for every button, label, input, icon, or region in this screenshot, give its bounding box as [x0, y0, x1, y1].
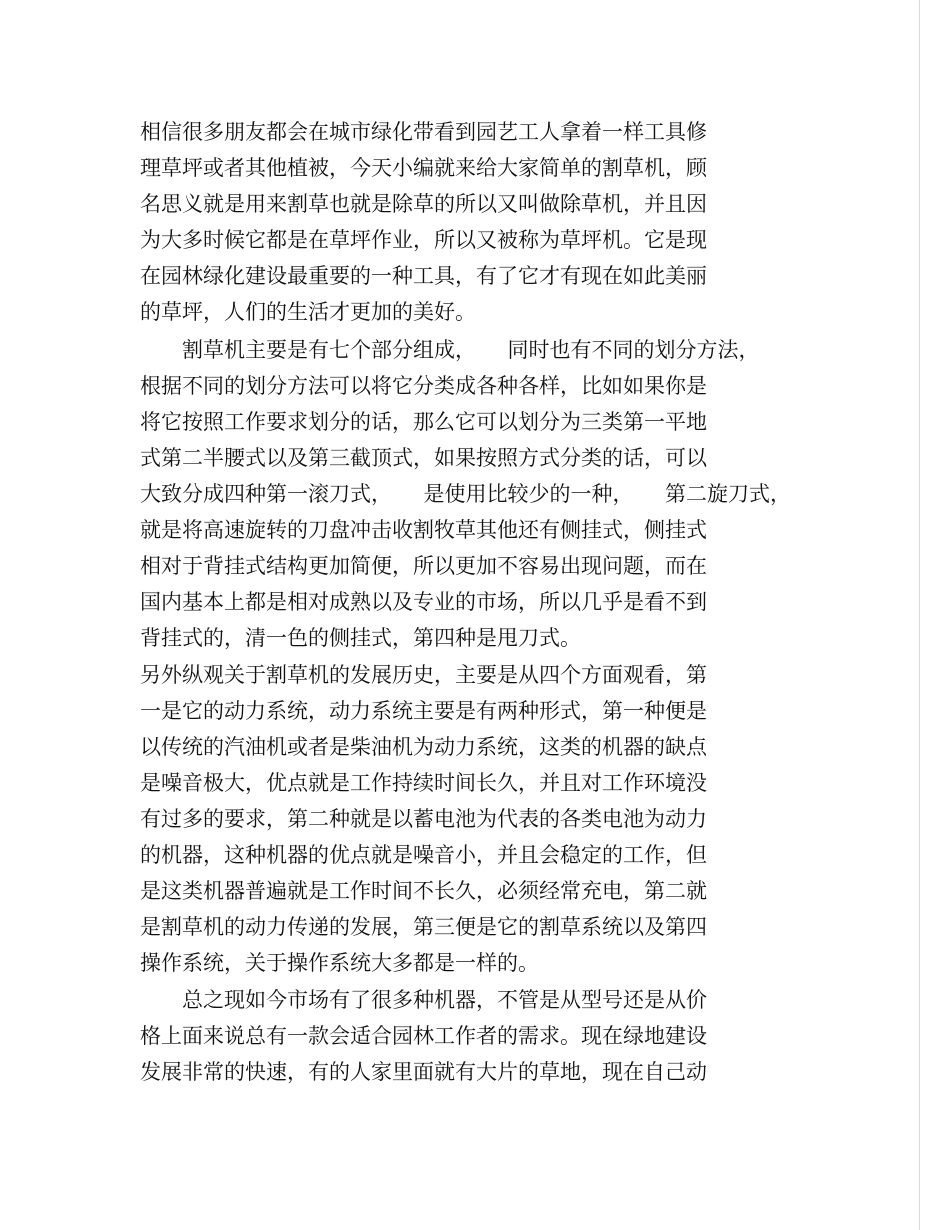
text-line-3: 名思义就是用来割草也就是除草的所以又叫做除草机，并且因 [140, 192, 707, 216]
text-line-27: 发展非常的快速，有的人家里面就有大片的草地，现在自己动 [140, 1060, 707, 1084]
text-line-18: 以传统的汽油机或者是柴油机为动力系统，这类的机器的缺点 [140, 735, 707, 759]
text-line-11: 大致分成四种第一滚刀式， 是使用比较少的一种， 第二旋刀式， [140, 482, 791, 506]
text-line-16: 另外纵观关于割草机的发展历史，主要是从四个方面观看，第 [140, 663, 707, 687]
text-line-21: 的机器，这种机器的优点就是噪音小，并且会稳定的工作，但 [140, 843, 707, 867]
text-line-22: 是这类机器普遍就是工作时间不长久，必须经常充电，第二就 [140, 879, 707, 903]
text-line-5: 在园林绿化建设最重要的一种工具，有了它才有现在如此美丽 [140, 264, 707, 288]
text-line-20: 有过多的要求，第二种就是以蓄电池为代表的各类电池为动力 [140, 807, 707, 831]
text-line-8: 根据不同的划分方法可以将它分类成各种各样，比如如果你是 [140, 374, 707, 398]
text-line-19: 是噪音极大，优点就是工作持续时间长久，并且对工作环境没 [140, 771, 707, 795]
text-line-23: 是割草机的动力传递的发展，第三便是它的割草系统以及第四 [140, 915, 707, 939]
text-line-14: 国内基本上都是相对成熟以及专业的市场，所以几乎是看不到 [140, 590, 707, 614]
text-line-26: 格上面来说总有一款会适合园林工作者的需求。现在绿地建设 [140, 1024, 707, 1048]
text-line-7: 割草机主要是有七个部分组成， 同时也有不同的划分方法， [140, 338, 760, 362]
text-line-6: 的草坪，人们的生活才更加的美好。 [140, 300, 476, 324]
text-line-10: 式第二半腰式以及第三截顶式，如果按照方式分类的话，可以 [140, 446, 707, 470]
text-line-25: 总之现如今市场有了很多种机器，不管是从型号还是从价 [140, 988, 707, 1012]
text-line-9: 将它按照工作要求划分的话，那么它可以划分为三类第一平地 [140, 410, 707, 434]
text-line-17: 一是它的动力系统，动力系统主要是有两种形式，第一种便是 [140, 699, 707, 723]
text-line-1: 相信很多朋友都会在城市绿化带看到园艺工人拿着一样工具修 [140, 120, 707, 144]
text-line-4: 为大多时候它都是在草坪作业，所以又被称为草坪机。它是现 [140, 228, 707, 252]
text-line-13: 相对于背挂式结构更加简便，所以更加不容易出现问题，而在 [140, 554, 707, 578]
text-line-2: 理草坪或者其他植被，今天小编就来给大家简单的割草机，顾 [140, 156, 707, 180]
text-line-15: 背挂式的，清一色的侧挂式，第四种是甩刀式。 [140, 626, 581, 650]
text-line-12: 就是将高速旋转的刀盘冲击收割牧草其他还有侧挂式，侧挂式 [140, 518, 707, 542]
text-line-24: 操作系统，关于操作系统大多都是一样的。 [140, 951, 539, 975]
page-edge-divider [919, 0, 920, 1230]
